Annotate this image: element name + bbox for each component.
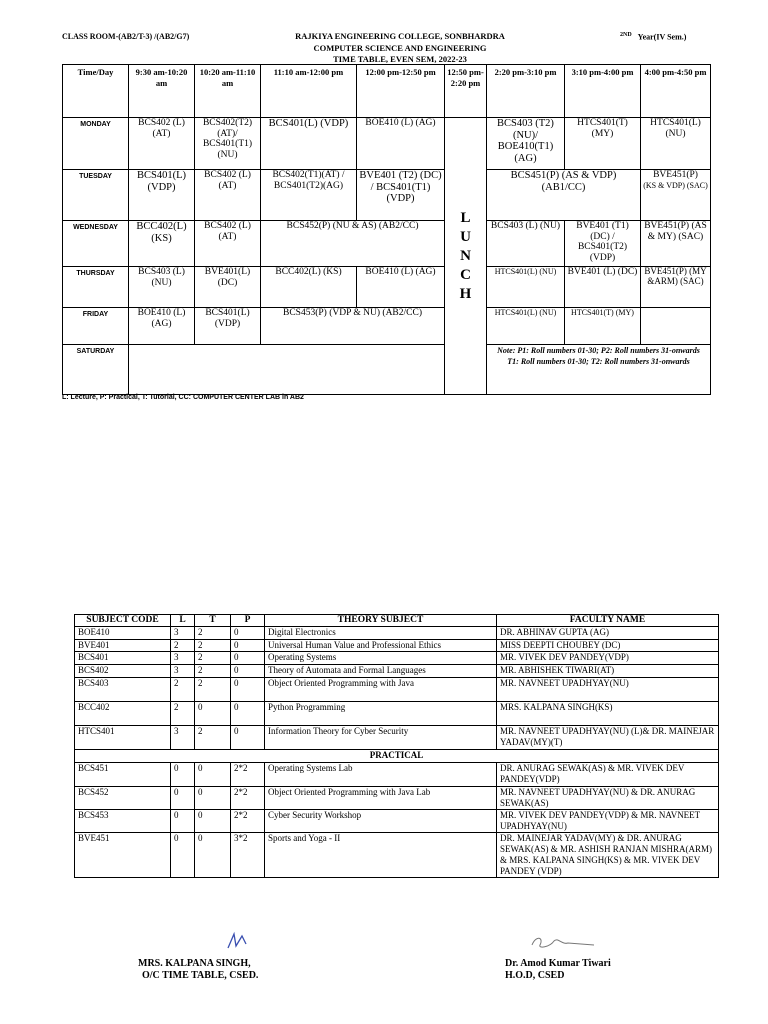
day-tuesday: TUESDAY bbox=[63, 170, 129, 221]
corner-cell: Time/Day bbox=[63, 65, 129, 118]
slot-6: 2:20 pm-3:10 pm bbox=[487, 65, 565, 118]
lecture-count: 3 bbox=[171, 627, 195, 640]
cell: BCS402 (L) (AT) bbox=[195, 170, 261, 221]
signatory-title: H.O.D, CSED bbox=[505, 970, 565, 981]
class-room-label: CLASS ROOM-(AB2/T-3) /(AB2/G7) bbox=[62, 32, 190, 41]
lecture-count: 2 bbox=[171, 640, 195, 652]
practical-count: 3*2 bbox=[231, 833, 265, 878]
lecture-count: 3 bbox=[171, 652, 195, 665]
cell: BCS452(P) (NU & AS) (AB2/CC) bbox=[261, 221, 445, 267]
empty-cell bbox=[641, 308, 711, 345]
signatory-title: O/C TIME TABLE, CSED. bbox=[142, 970, 259, 981]
practical-count: 0 bbox=[231, 702, 265, 726]
signature-block-left bbox=[138, 958, 258, 982]
faculty-name: MR. VIVEK DEV PANDEY(VDP) & MR. NAVNEET UPADHYAY(NU) bbox=[497, 810, 719, 833]
tutorial-count: 2 bbox=[195, 726, 231, 750]
lunch-column bbox=[445, 118, 487, 395]
department-name: COMPUTER SCIENCE AND ENGINEERING bbox=[313, 42, 487, 53]
signatory-name: MRS. KALPANA SINGH, bbox=[138, 958, 251, 969]
cell: BVE451(P) (AS & MY) (SAC) bbox=[641, 221, 711, 267]
cell: BCS401(L) (VDP) bbox=[195, 308, 261, 345]
cell-line: BVE451(P) bbox=[653, 170, 698, 180]
faculty-name: DR. ABHINAV GUPTA (AG) bbox=[497, 627, 719, 640]
timetable bbox=[62, 64, 711, 395]
subject-name: Operating Systems Lab bbox=[265, 763, 497, 787]
note-line: Note: P1: Roll numbers 01-30; P2: Roll numbers 31-onwards bbox=[497, 346, 700, 355]
practical-rows bbox=[75, 763, 719, 878]
slot-4: 12:00 pm-12:50 pm bbox=[357, 65, 445, 118]
slot-8: 4:00 pm-4:50 pm bbox=[641, 65, 711, 118]
theory-rows bbox=[75, 627, 719, 750]
header-p: P bbox=[231, 615, 265, 627]
signature-block-right bbox=[505, 958, 611, 982]
subject-row bbox=[75, 640, 719, 652]
subject-name: Object Oriented Programming with Java Lab bbox=[265, 787, 497, 810]
cell: BCS402 (L) (AT) bbox=[129, 118, 195, 170]
subject-code: BCS451 bbox=[75, 763, 171, 787]
slot-3: 11:10 am-12:00 pm bbox=[261, 65, 357, 118]
subject-table bbox=[74, 614, 719, 878]
faculty-name: DR. MAINEJAR YADAV(MY) & DR. ANURAG SEWAK(AS) & MR. ASHISH RANJAN MISHRA(ARM) & MRS. KALPANA SINGH(KS) & MR. VIVEK DEV PANDEY (VDP) bbox=[497, 833, 719, 878]
tutorial-count: 0 bbox=[195, 702, 231, 726]
subject-code: BCS401 bbox=[75, 652, 171, 665]
document-header bbox=[270, 31, 530, 66]
practical-count: 2*2 bbox=[231, 763, 265, 787]
cell: BCS401(L) (VDP) bbox=[261, 118, 357, 170]
subject-row bbox=[75, 726, 719, 750]
day-wednesday: WEDNESDAY bbox=[63, 221, 129, 267]
tutorial-count: 2 bbox=[195, 665, 231, 678]
lunch-letter: U bbox=[460, 228, 471, 245]
lecture-count: 0 bbox=[171, 833, 195, 878]
cell: BCS402 (L) (AT) bbox=[195, 221, 261, 267]
row-wednesday bbox=[63, 221, 711, 267]
subject-row bbox=[75, 787, 719, 810]
subject-name: Python Programming bbox=[265, 702, 497, 726]
cell: BVE401(L) (DC) bbox=[195, 267, 261, 308]
tutorial-count: 0 bbox=[195, 833, 231, 878]
cell: BOE410 (L) (AG) bbox=[357, 267, 445, 308]
subject-name: Digital Electronics bbox=[265, 627, 497, 640]
practical-count: 0 bbox=[231, 627, 265, 640]
cell: BCS403 (T2)(NU)/ BOE410(T1) (AG) bbox=[487, 118, 565, 170]
practical-count: 0 bbox=[231, 665, 265, 678]
tutorial-count: 2 bbox=[195, 678, 231, 702]
subject-code: BCS452 bbox=[75, 787, 171, 810]
signatory-name: Dr. Amod Kumar Tiwari bbox=[505, 958, 611, 969]
practical-count: 0 bbox=[231, 726, 265, 750]
year-text: Year(IV Sem.) bbox=[637, 32, 687, 42]
slot-1: 9:30 am-10:20 am bbox=[129, 65, 195, 118]
tutorial-count: 0 bbox=[195, 787, 231, 810]
faculty-name: MISS DEEPTI CHOUBEY (DC) bbox=[497, 640, 719, 652]
session-title: TIME TABLE, EVEN SEM, 2022-23 bbox=[333, 54, 467, 64]
subject-code: BVE451 bbox=[75, 833, 171, 878]
cell-line: (KS & VDP) (SAC) bbox=[643, 180, 708, 190]
cell: BCC402(L) (KS) bbox=[261, 267, 357, 308]
header-faculty-name: FACULTY NAME bbox=[497, 615, 719, 627]
lecture-count: 0 bbox=[171, 787, 195, 810]
practical-count: 0 bbox=[231, 652, 265, 665]
lunch-letter: C bbox=[460, 266, 471, 283]
faculty-name: MR. VIVEK DEV PANDEY(VDP) bbox=[497, 652, 719, 665]
practical-count: 2*2 bbox=[231, 810, 265, 833]
cell: BCS402(T2) (AT)/ BCS401(T1) (NU) bbox=[195, 118, 261, 170]
row-tuesday bbox=[63, 170, 711, 221]
row-monday bbox=[63, 118, 711, 170]
cell: HTCS401(L) (NU) bbox=[641, 118, 711, 170]
slot-lunch: 12:50 pm-2:20 pm bbox=[445, 65, 487, 118]
practical-header-row bbox=[75, 750, 719, 763]
subject-code: BCC402 bbox=[75, 702, 171, 726]
subject-row bbox=[75, 652, 719, 665]
year-number: 2ND bbox=[620, 32, 632, 38]
cell: BCS401(L) (VDP) bbox=[129, 170, 195, 221]
day-saturday: SATURDAY bbox=[63, 345, 129, 395]
subject-name: Theory of Automata and Formal Languages bbox=[265, 665, 497, 678]
lecture-count: 2 bbox=[171, 702, 195, 726]
college-name: RAJKIYA ENGINEERING COLLEGE, SONBHARDRA bbox=[295, 31, 505, 41]
subject-row bbox=[75, 702, 719, 726]
faculty-name: MR. ABHISHEK TIWARI(AT) bbox=[497, 665, 719, 678]
lecture-count: 3 bbox=[171, 665, 195, 678]
tutorial-count: 2 bbox=[195, 640, 231, 652]
cell: BOE410 (L) (AG) bbox=[129, 308, 195, 345]
cell: BVE401 (T2) (DC) / BCS401(T1) (VDP) bbox=[357, 170, 445, 221]
lunch-letter: H bbox=[459, 285, 472, 302]
slot-7: 3:10 pm-4:00 pm bbox=[565, 65, 641, 118]
row-thursday bbox=[63, 267, 711, 308]
subject-name: Cyber Security Workshop bbox=[265, 810, 497, 833]
lunch-letter: L bbox=[460, 209, 471, 226]
slot-2: 10:20 am-11:10 am bbox=[195, 65, 261, 118]
tutorial-count: 0 bbox=[195, 810, 231, 833]
cell-bve451 bbox=[641, 170, 711, 221]
lecture-count: 0 bbox=[171, 810, 195, 833]
cell: BCC402(L) (KS) bbox=[129, 221, 195, 267]
subject-code: HTCS401 bbox=[75, 726, 171, 750]
row-friday bbox=[63, 308, 711, 345]
cell: HTCS401(T) (MY) bbox=[565, 118, 641, 170]
cell: BCS402(T1)(AT) / BCS401(T2)(AG) bbox=[261, 170, 357, 221]
header-l: L bbox=[171, 615, 195, 627]
subject-header-row bbox=[75, 615, 719, 627]
subject-name: Sports and Yoga - II bbox=[265, 833, 497, 878]
tutorial-count: 2 bbox=[195, 627, 231, 640]
subject-row bbox=[75, 627, 719, 640]
subject-code: BOE410 bbox=[75, 627, 171, 640]
cell: BCS403 (L) (NU) bbox=[487, 221, 565, 267]
header-theory-subject: THEORY SUBJECT bbox=[265, 615, 497, 627]
day-thursday: THURSDAY bbox=[63, 267, 129, 308]
row-saturday bbox=[63, 345, 711, 395]
year-label bbox=[620, 32, 686, 42]
time-header-row bbox=[63, 65, 711, 118]
legend: L: Lecture, P: Practical, T: Tutorial, CC: COMPUTER CENTER LAB in AB2 bbox=[62, 394, 304, 401]
faculty-name: DR. ANURAG SEWAK(AS) & MR. VIVEK DEV PANDEY(VDP) bbox=[497, 763, 719, 787]
subject-name: Object Oriented Programming with Java bbox=[265, 678, 497, 702]
subject-row bbox=[75, 665, 719, 678]
subject-row bbox=[75, 763, 719, 787]
lecture-count: 2 bbox=[171, 678, 195, 702]
subject-code: BCS402 bbox=[75, 665, 171, 678]
cell: BVE451(P) (MY &ARM) (SAC) bbox=[641, 267, 711, 308]
cell: HTCS401(T) (MY) bbox=[565, 308, 641, 345]
subject-row bbox=[75, 678, 719, 702]
header-subject-code: SUBJECT CODE bbox=[75, 615, 171, 627]
subject-row bbox=[75, 833, 719, 878]
faculty-name: MR. NAVNEET UPADHYAY(NU) & DR. ANURAG SEWAK(AS) bbox=[497, 787, 719, 810]
day-friday: FRIDAY bbox=[63, 308, 129, 345]
cell: HTCS401(L) (NU) bbox=[487, 267, 565, 308]
subject-name: Operating Systems bbox=[265, 652, 497, 665]
faculty-name: MR. NAVNEET UPADHYAY(NU) bbox=[497, 678, 719, 702]
faculty-name: MRS. KALPANA SINGH(KS) bbox=[497, 702, 719, 726]
subject-name: Information Theory for Cyber Security bbox=[265, 726, 497, 750]
cell: BVE401 (L) (DC) bbox=[565, 267, 641, 308]
cell: BOE410 (L) (AG) bbox=[357, 118, 445, 170]
day-monday: MONDAY bbox=[63, 118, 129, 170]
tutorial-count: 0 bbox=[195, 763, 231, 787]
subject-row bbox=[75, 810, 719, 833]
cell: BCS451(P) (AS & VDP) (AB1/CC) bbox=[487, 170, 641, 221]
faculty-name: MR. NAVNEET UPADHYAY(NU) (L)& DR. MAINEJAR YADAV(MY)(T) bbox=[497, 726, 719, 750]
subject-code: BVE401 bbox=[75, 640, 171, 652]
lecture-count: 3 bbox=[171, 726, 195, 750]
cell: BCS403 (L) (NU) bbox=[129, 267, 195, 308]
note-line: T1: Roll numbers 01-30; T2: Roll numbers 31-onwards bbox=[507, 357, 690, 366]
signature-mark-left bbox=[222, 930, 252, 952]
lunch-letter: N bbox=[460, 247, 471, 264]
cell: BVE401 (T1) (DC) / BCS401(T2) (VDP) bbox=[565, 221, 641, 267]
cell: HTCS401(L) (NU) bbox=[487, 308, 565, 345]
practical-label: PRACTICAL bbox=[75, 750, 719, 763]
cell: BCS453(P) (VDP & NU) (AB2/CC) bbox=[261, 308, 445, 345]
tutorial-count: 2 bbox=[195, 652, 231, 665]
header-t: T bbox=[195, 615, 231, 627]
subject-code: BCS403 bbox=[75, 678, 171, 702]
subject-name: Universal Human Value and Professional Ethics bbox=[265, 640, 497, 652]
roll-number-note bbox=[487, 345, 711, 395]
practical-count: 0 bbox=[231, 678, 265, 702]
signature-mark-right bbox=[528, 933, 598, 953]
subject-code: BCS453 bbox=[75, 810, 171, 833]
empty-cell bbox=[129, 345, 445, 395]
practical-count: 2*2 bbox=[231, 787, 265, 810]
lecture-count: 0 bbox=[171, 763, 195, 787]
practical-count: 0 bbox=[231, 640, 265, 652]
